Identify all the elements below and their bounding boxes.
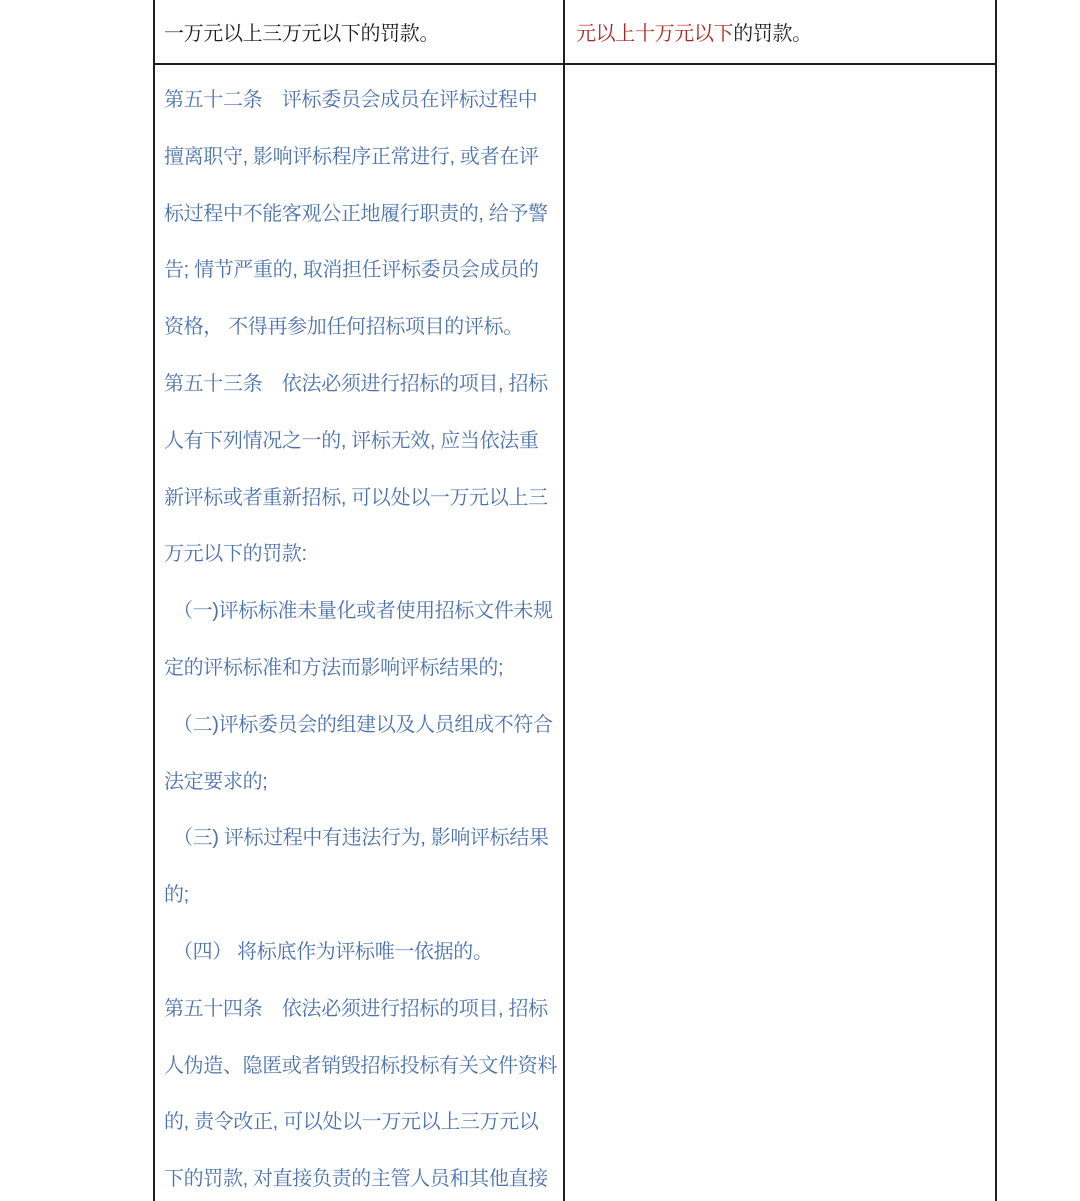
text-line: 第五十四条 依法必须进行招标的项目, 招标 bbox=[164, 997, 548, 1020]
penalty-amount-highlight: 元以上十万元以下 bbox=[576, 23, 734, 45]
text-line: 资格， 不得再参加任何招标项目的评标。 bbox=[164, 316, 523, 339]
text-line: （一)评标标准未量化或者使用招标文件未规 bbox=[173, 600, 553, 623]
text-line: （四） 将标底作为评标唯一依据的。 bbox=[173, 940, 493, 963]
text-line: 新评标或者重新招标, 可以处以一万元以上三 bbox=[164, 486, 548, 509]
law-table bbox=[153, 0, 997, 1201]
table-row-penalty-header bbox=[155, 0, 995, 65]
text-line: 第五十三条 依法必须进行招标的项目, 招标 bbox=[164, 372, 548, 395]
text-line: 标过程中不能客观公正地履行职责的, 给予警 bbox=[164, 202, 548, 225]
empty-cell bbox=[565, 65, 995, 1201]
text-line: 人有下列情况之一的, 评标无效, 应当依法重 bbox=[164, 429, 539, 452]
text-line: 法定要求的; bbox=[164, 770, 268, 793]
text-line: 告; 情节严重的, 取消担任评标委员会成员的 bbox=[164, 259, 539, 282]
table-row-articles bbox=[155, 65, 995, 1201]
text-line: 人伪造、隐匿或者销毁招标投标有关文件资料 bbox=[164, 1054, 557, 1077]
text-line: 擅离职守, 影响评标程序正常进行, 或者在评 bbox=[164, 145, 539, 168]
text-line: 下的罚款, 对直接负责的主管人员和其他直接 bbox=[164, 1168, 548, 1191]
table-cell-penalty-left bbox=[155, 0, 565, 63]
penalty-text-right: 的罚款。 bbox=[733, 23, 812, 45]
text-line: 万元以下的罚款: bbox=[164, 543, 307, 566]
text-line: 的, 责令改正, 可以处以一万元以上三万元以 bbox=[164, 1111, 539, 1134]
penalty-text-left: 一万元以上三万元以下的罚款。 bbox=[164, 23, 440, 45]
article-text-cell bbox=[155, 65, 565, 1201]
text-line: 的; bbox=[164, 884, 189, 907]
text-line: （三) 评标过程中有违法行为, 影响评标结果 bbox=[173, 827, 549, 850]
text-line: 第五十二条 评标委员会成员在评标过程中 bbox=[164, 89, 538, 111]
table-cell-penalty-right bbox=[565, 0, 995, 63]
text-line: （二)评标委员会的组建以及人员组成不符合 bbox=[173, 713, 553, 736]
text-line: 定的评标标准和方法而影响评标结果的; bbox=[164, 656, 504, 679]
